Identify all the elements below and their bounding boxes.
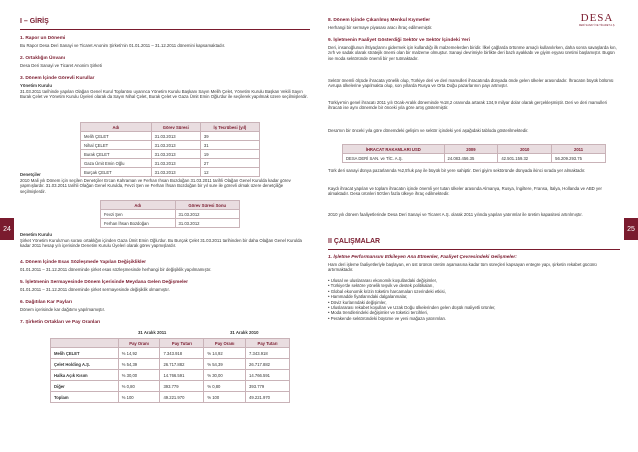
s9-p1: Deri, insanoğlunun ihtiyaçlarını gidermek için kullandığı ilk malzemelerden biridir. İlkel çağlarda örtünme amaçlı kullanılırken, daha sonra savaşlarda kın, zırh ve sadak olarak stratejik önemi olan bir malzeme olmuştur. Sanayi devrimiyle birlikte deri bazlı ayakkabı ve giyim eşyası üretimi başlamıştır. Bugün ise moda sektöründe önemli bir yer tutmaktadır. (328, 45, 617, 61)
shares-date-2010: 31 Aralık 2010 (230, 330, 259, 335)
cell: % 0,80 (118, 381, 160, 392)
section-title-giris: I – GİRİŞ (20, 18, 49, 25)
list-item: • Türkiye'de sektöre yönelik teşvik ve destek politikaları, (328, 283, 434, 289)
table-row (81, 168, 260, 177)
shares-col-0 (51, 339, 119, 348)
cell: 31.03.2012 (175, 210, 239, 219)
s2-heading: 2. Ortaklığın Ünvanı (20, 56, 66, 61)
cell: 49.221.970 (246, 392, 290, 403)
s9-p7: 2010 yılı dönem faaliyetlerinde Desa Deri Sanayi ve Ticaret A.Ş. olarak 2011 yılında yapılan yatırımlar ile üretim kapasitesi artırılmıştır. (328, 212, 583, 217)
list-item: • Perakende sektöründeki büyüme ve yeni mağaza yatırımları. (328, 315, 447, 321)
table-row (343, 154, 606, 163)
s-ii-p1: Ham deri işleme faaliyetleriyle başlayan, en üst ürünün üretim aşamasına kadar tüm süreçleri kapsayan entegre yapı, şirketin rekabet gücünü artırmaktadır. (328, 262, 597, 273)
cell: % 14,92 (118, 348, 160, 359)
auditor-col-term: Görev Süresi Sonu (175, 201, 239, 210)
s9-p4: Desa'nın bir önceki yıla göre dönemdeki gelişim ve sektör içindeki yeri aşağıdaki tabloda gösterilmektedir. (328, 128, 529, 133)
board-col-exp: İş Tecrübesi (yıl) (200, 123, 259, 132)
logo-sub: DERİ SANAYİ VE TİCARET A.Ş. (578, 24, 616, 27)
shares-col-1: Pay Oranı (118, 339, 160, 348)
cell: 7.343.918 (160, 348, 204, 359)
table-row (51, 348, 290, 359)
cell: 56.209.293.75 (552, 154, 606, 163)
cell: 7.343.918 (246, 348, 290, 359)
s7-heading: 7. Şirketin Ortakları ve Pay Oranları (20, 320, 101, 325)
table-row (81, 159, 260, 168)
list-item: • Döviz kurlarındaki değişimler, (328, 299, 387, 305)
calismalar-rule (328, 249, 620, 250)
auditor-col-name: Adı (101, 201, 176, 210)
s9-p5: Türk deri sanayi dünya pazarlarında %2,5'luk pay ile büyük bir yere sahiptir. Deri giyim sektöründe dünyada ikinci sırada yer almaktadır. (328, 168, 586, 173)
table-row (81, 150, 260, 159)
s9-p3: Türkiye'nin genel ihracatı 2011 yılı Ocak-Aralık döneminde %18,2 oranında artarak 134,9 milyar dolar olarak gerçekleşmiştir. Deri ve deri mamulleri ihracatı ise aynı dönemde bir önceki yıla göre artış göstermiştir. (328, 100, 607, 111)
left-page-number: 24 (0, 218, 14, 240)
list-item: • Ulusal ve uluslararası ekonomik koşullardaki değişimler, (328, 278, 437, 283)
s6-text: Dönem içerisinde kar dağıtımı yapılmamıştır. (20, 307, 106, 312)
s4-heading: 4. Dönem İçinde Esas Sözleşmede Yapılan Değişiklikler (20, 260, 147, 265)
cell: % 100 (118, 392, 160, 403)
export-col-2: 2010 (498, 145, 552, 154)
exec-heading: Denetim Kurulu (20, 232, 52, 237)
shares-table (50, 338, 290, 403)
section-title-calismalar: II ÇALIŞMALAR (328, 238, 381, 245)
auditors-heading: Denetçiler (20, 172, 41, 177)
cell: Halka Açık Kısım (51, 370, 119, 381)
export-col-3: 2011 (552, 145, 606, 154)
auditors-text: 2010 Mali yılı Dönem için seçilen Denetçiler Ercan Kahraman ve Ferhan Ihsan Bozdoğan 31.03.2011 tarihli Olağan Genel Kurulda kadar görev yapmışlardır. 31.03.2011 tarihli Olağan Genel Kurulda, Fevzi Şen ve Ferhan İhsan Bozdoğan bir yıl sure ile görevli olmak üzere denetçiliğe seçilmişlerdir. (20, 178, 291, 194)
cell: Gaza Ümit Emin Oğlu (81, 159, 152, 168)
table-row (51, 359, 290, 370)
s2-text: Desa Deri Sanayi ve Ticaret Anonim Şirketi (20, 63, 102, 68)
cell: 12 (200, 168, 259, 177)
cell: Burak ÇELET (81, 150, 152, 159)
shares-date-2011: 31 Aralık 2011 (138, 330, 167, 335)
shares-col-2: Pay Tutarı (160, 339, 204, 348)
list-item: • Global ekonomik krizin tüketim harcamaları üzerindeki etkisi, (328, 288, 446, 294)
table-row (101, 219, 240, 228)
exec-text: Şirket Yönetim Kurulu'nun sorası ortaklığın içinden Gaza Ümit Emin Oğlu'dur. Bu Burçak Çelet 31.03.2011 tarihinden bir daha Olağan Genel Kurulda kadar 2011 hesap yılı içerisinde Denetim Kurulu Üyeleri olarak görev yapmışlardır. (20, 238, 302, 249)
cell: Diğer (51, 381, 119, 392)
board-col-name: Adı (81, 123, 152, 132)
s9-heading: 9. İşletmenin Faaliyet Gösterdiği Sektör ve Sektör İçindeki Yeri (328, 38, 471, 43)
table-row (51, 392, 290, 403)
cell: 31.03.2013 (151, 168, 200, 177)
cell: Çelet Holding A.Ş. (51, 359, 119, 370)
s4-text: 01.01.2011 – 31.12.2011 döneminde şirket esas sözleşmesinde herhangi bir değişiklik yapılmamıştır. (20, 267, 212, 272)
auditors-table (100, 200, 240, 228)
s8-text: Herhangi bir sermaye piyasası aracı ihraç edilmemiştir. (328, 25, 433, 30)
list-item: • Uluslararası rekabet koşulları ve Uzak Doğu ülkelerinden gelen düşük maliyetli ürünler, (328, 305, 496, 311)
shares-col-4: Pay Tutarı (246, 339, 290, 348)
s9-p2: Sektör önemli ölçüde ihracata yönelik olup, Türkiye deri ve deri mamulleri ihracatında dünyada önde gelen ülkeler arasındadır. İhracatın büyük bölümü Avrupa ülkelerine yapılmakta olup, son yıllarda Rusya ve Orta Doğu pazarlarının payı artmıştır. (328, 78, 614, 89)
logo-name: DESA (580, 12, 614, 24)
cell: 31.03.2013 (151, 141, 200, 150)
s3-heading: 3. Dönem İçinde Görevli Kurullar (20, 76, 95, 81)
cell: % 54,39 (118, 359, 160, 370)
cell: 393.779 (246, 381, 290, 392)
cell: 42.501.159.32 (498, 154, 552, 163)
cell: % 54,39 (204, 359, 246, 370)
cell: Toplam (51, 392, 119, 403)
s1-heading: 1. Rapor un Dönemi (20, 36, 66, 41)
cell: Fevzi Şen (101, 210, 176, 219)
table-row (81, 141, 260, 150)
cell: 24.083.456.35 (444, 154, 498, 163)
cell: 26.717.882 (160, 359, 204, 370)
export-col-0: İHRACAT RAKAMLARI USD (343, 145, 445, 154)
s-ii-1-heading: 1. İşletme Performansını Etkileyen Ana Etmenler, Faaliyet Çevresindeki Gelişmeler: (328, 255, 517, 260)
list-item: • Hammadde fiyatlarındaki dalgalanmalar, (328, 294, 408, 300)
table-row (51, 370, 290, 381)
cell: Burçak ÇELET (81, 168, 152, 177)
s5-heading: 5. İşletmenin Sermayesinde Dönem İçerisinde Meydana Gelen Değişmeler (20, 280, 188, 285)
s3-text: 31.03.2011 tarihinde yapılan Olağan Genel Kurul Toplantısı uyarınca Yönetim Kurulu Başkanı Sayın Melih Çelet, Yönetim Kurulu Başkan Vekili Sayın Burak Çelet ve Yönetim Kurulu Üyeleri olarak da Sayın Nihal Çelet, Burak Çelet ve Gaza Ümit Emin Oğlu'dur ile seçilerek yapılmak üzere seçilmişlerdir. (20, 89, 308, 100)
cell: Melih ÇELET (51, 348, 119, 359)
board-table (80, 122, 260, 177)
table-row (51, 381, 290, 392)
cell: 49.221.970 (160, 392, 204, 403)
cell: 31.03.2012 (175, 219, 239, 228)
s5-text: 01.01.2011 – 31.12.2011 döneminde şirket sermayesinde değişiklik olmamıştır. (20, 287, 170, 292)
title-rule (20, 29, 310, 30)
cell: 19 (200, 150, 259, 159)
s3-sub: Yönetim Kurulu (20, 83, 52, 88)
cell: 39 (200, 132, 259, 141)
cell: % 14,92 (204, 348, 246, 359)
board-col-term: Görev Süresi (151, 123, 200, 132)
cell: 14.766.591 (246, 370, 290, 381)
cell: 14.766.591 (160, 370, 204, 381)
cell: 393.779 (160, 381, 204, 392)
cell: 31.03.2013 (151, 150, 200, 159)
list-item: • Moda trendlerindeki değişimler ve tüketici tercihleri, (328, 310, 429, 316)
cell: % 30,00 (118, 370, 160, 381)
s6-heading: 6. Dağıtılan Kar Payları (20, 300, 72, 305)
cell: % 100 (204, 392, 246, 403)
s8-heading: 8. Dönem İçinde Çıkarılmış Menkul Kıymetler (328, 18, 431, 23)
s1-text: Bu Rapor Desa Deri Sanayi ve Ticaret Anonim Şirketi'nin 01.01.2011 – 31.12.2011 dönemini kapsamaktadır. (20, 43, 226, 48)
table-row (101, 210, 240, 219)
s9-p6: Kaydı ihracat yapılan ve toplam ihracatın içinde önemli yer tutan ülkeler arasında Almanya, Rusya, İngiltere, Fransa, İtalya, Hollanda ve ABD yer almaktadır. Desa ürünleri 50'den fazla ülkeye ihraç edilmektedir. (328, 186, 602, 197)
right-page-number: 25 (624, 218, 638, 240)
cell: % 0,80 (204, 381, 246, 392)
shares-col-3: Pay Oranı (204, 339, 246, 348)
export-col-1: 2009 (444, 145, 498, 154)
desa-logo (576, 12, 618, 27)
cell: 27 (200, 159, 259, 168)
cell: 26.717.882 (246, 359, 290, 370)
cell: Ferhan İhsan Bozdoğan (101, 219, 176, 228)
cell: 31.03.2013 (151, 159, 200, 168)
factors-list (328, 278, 620, 321)
cell: Melih ÇELET (81, 132, 152, 141)
cell: 31 (200, 141, 259, 150)
cell: DESA DERİ SAN. ve TİC. A.Ş. (343, 154, 445, 163)
export-table (342, 144, 606, 163)
cell: 31.03.2013 (151, 132, 200, 141)
cell: Nihal ÇELET (81, 141, 152, 150)
table-row (81, 132, 260, 141)
cell: % 30,00 (204, 370, 246, 381)
